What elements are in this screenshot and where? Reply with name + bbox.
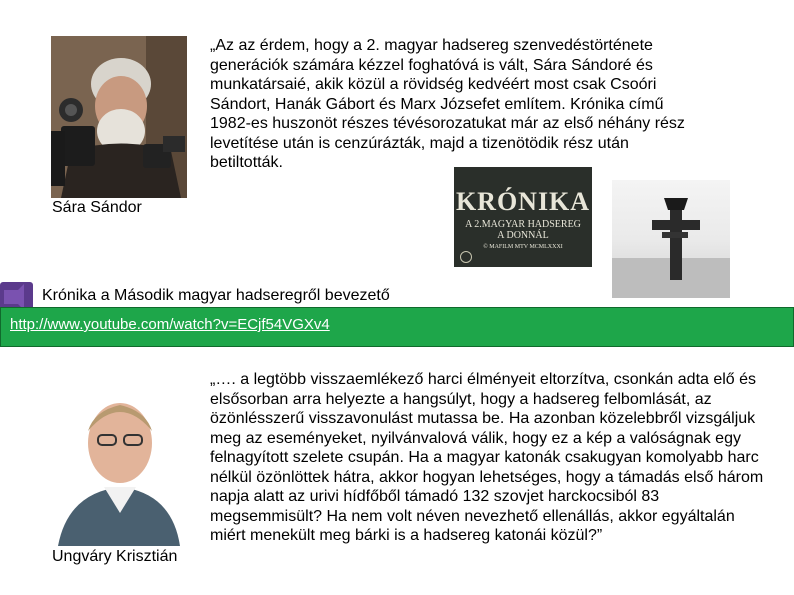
cross-field-photo [612,180,730,298]
kronika-title-card [454,167,592,267]
ungvary-krisztian-photo [48,383,188,546]
kronika-subtitle-1: A 2.MAGYAR HADSEREG [465,219,581,230]
kronika-subtitle-2: A DONNÁL [497,230,549,241]
ungvary-krisztian-caption: Ungváry Krisztián [52,548,178,565]
sara-sandor-photo [51,36,187,198]
portrait-illustration [48,383,188,546]
kronika-logo-icon [460,251,472,263]
kronika-copyright: © MAFILM MTV MCMLXXXI [483,244,563,250]
youtube-link[interactable]: http://www.youtube.com/watch?v=ECjf54VGXv4 [10,316,330,333]
quote-sara-sandor: „Az az érdem, hogy a 2. magyar hadsereg szenvedéstörténete generációk számára kézzel foghatóvá is vált, Sára Sándoré és munkatársaié, akik közül a rövidség kedvéért most csak Csoóri Sándort, Hanák Gábort és Marx Józsefet említem. Krónika című 1982-es huszonöt részes tévésorozatukat már az első néhány rész levetítése után is cenzúrázták, majd a tizenötödik rész után betiltották. [210,37,685,171]
quote-ungvary-krisztian: „…. a legtöbb visszaemlékező harci élményeit eltorzítva, csonkán adta elő és elsősorban arra helyezte a hangsúlyt, hogy a hadsereg felbomlását, az özönlésszerű visszavonulást mutassa be. Ha azonban közelebbről vizsgáljuk meg az eseményeket, nyilvánvalová válik, hogy ez a kép a valóságnak egy felnagyított szelete csupán. Ha a magyar katonák csakugyan komolyabb harc nélkül özönlöttek hátra, akkor hogyan lehetséges, hogy a támadás első három napja alatt az urivi hídfőből támadó 132 szovjet harckocsiból 83 megsemmisült? Ha nem volt néven nevezhető ellenállás, akkor egyáltalán miért menekült meg bárki is a hadsereg katonái közül?” [210,371,764,544]
cross-icon [612,180,730,298]
sara-sandor-caption: Sára Sándor [52,199,142,216]
photographer-illustration [51,36,187,198]
video-label: Krónika a Második magyar hadseregről bevezető [42,287,390,304]
kronika-title: KRÓNIKA [455,187,591,216]
